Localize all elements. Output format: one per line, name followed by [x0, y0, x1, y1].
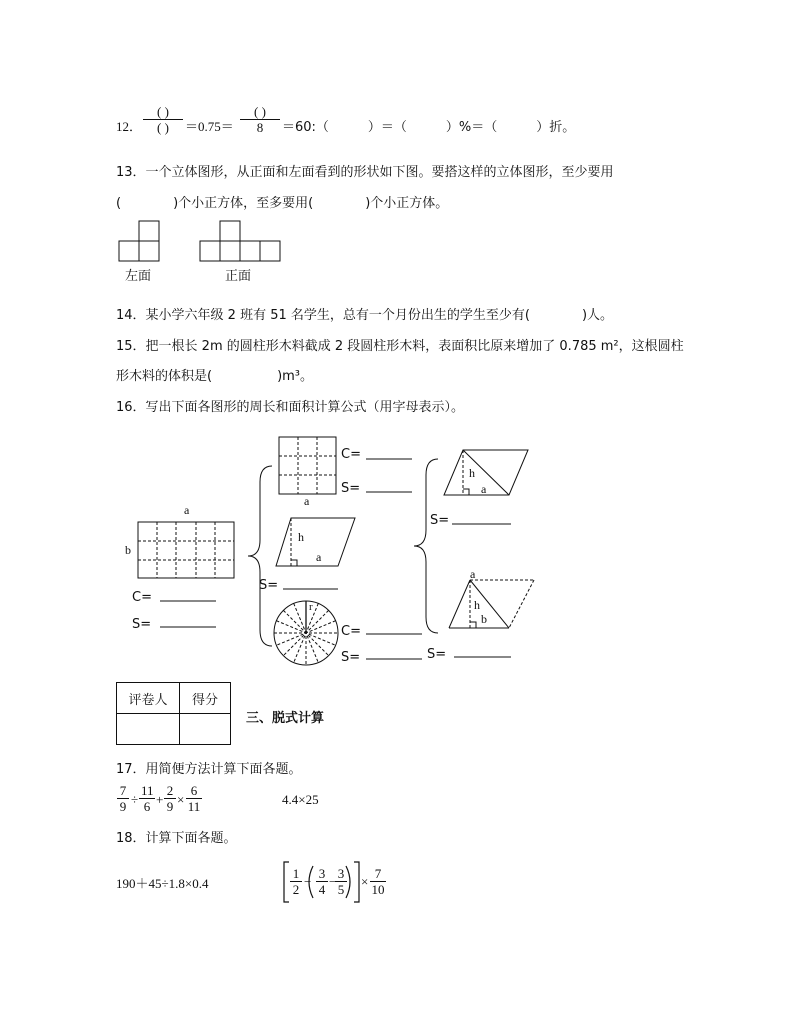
tri-label-h: h	[469, 466, 475, 480]
q18-op2: −	[329, 874, 337, 889]
score-table	[116, 682, 231, 745]
q18-f2-num: 3	[316, 866, 328, 882]
rect-c-eq: C=	[132, 590, 152, 605]
para-label-h: h	[298, 530, 304, 544]
q17-op2: +	[156, 792, 164, 807]
q12-number: 12．	[116, 119, 143, 134]
reviewer-header: 评卷人	[117, 683, 180, 714]
q12-frac2-den: 8	[256, 120, 264, 135]
q18-f4-num: 7	[370, 866, 386, 882]
circle-c-eq: C=	[341, 624, 361, 639]
q16-brace-left	[248, 466, 272, 646]
trap-label-a: a	[470, 567, 476, 581]
rect-label-a: a	[184, 503, 190, 517]
q14-text: 14．某小学六年级 2 班有 51 名学生，总有一个月份出生的学生至少有( )人。	[116, 308, 614, 323]
rect-s-eq: S=	[132, 617, 152, 632]
q13-line1: 13．一个立体图形，从正面和左面看到的形状如下图。要搭这样的立体图形，至少要用	[116, 165, 614, 180]
q12-frac1-den: ( )	[157, 120, 169, 135]
q17-f1-num: 7	[117, 783, 129, 799]
q15-line1: 15．把一根长 2m 的圆柱形木料截成 2 段圆柱形木料，表面积比原来增加了 0.785 m²，这根圆柱	[116, 339, 684, 354]
q17-f4-den: 11	[187, 799, 201, 814]
q18-f2-den: 4	[318, 882, 326, 897]
q18-f2	[316, 866, 328, 897]
trap-s-eq: S=	[427, 647, 447, 662]
q18-f1-den: 2	[292, 882, 300, 897]
q17-f1-den: 9	[119, 799, 127, 814]
q13-front-view	[200, 221, 280, 261]
q13-left-label: 左面	[125, 269, 152, 284]
q17-f4	[186, 783, 202, 814]
q13-front-label: 正面	[225, 269, 252, 284]
q12-frac1-num: ( )	[143, 104, 183, 120]
q12-eq1: ＝0.75＝	[185, 119, 234, 134]
trap-label-h: h	[474, 598, 480, 612]
square-label-a: a	[304, 494, 310, 508]
q15-line2: 形木料的体积是( )m³。	[116, 369, 314, 384]
q17-f2-den: 6	[143, 799, 151, 814]
q17-text: 17．用简便方法计算下面各题。	[116, 762, 302, 777]
q16-circle	[274, 601, 338, 665]
q17-f3-den: 9	[166, 799, 174, 814]
q18-expr1: 190＋45÷1.8×0.4	[116, 876, 209, 891]
rect-label-b: b	[125, 543, 131, 557]
square-s-eq: S=	[341, 481, 361, 496]
q18-op1: −	[304, 874, 312, 889]
score-header: 得分	[180, 683, 231, 714]
q18-f3	[335, 866, 347, 897]
q17-f2-num: 11	[141, 783, 154, 798]
q17-f4-num: 6	[186, 783, 202, 799]
q16-rectangle-grid	[138, 522, 234, 578]
para-label-a: a	[316, 550, 322, 564]
q18-f4-den: 10	[371, 882, 385, 897]
q17-expr2: 4.4×25	[282, 792, 319, 807]
tri-s-eq: S=	[430, 513, 450, 528]
circle-label-r: r	[309, 601, 313, 613]
q17-f2	[139, 783, 155, 814]
q12-frac2-num: ( )	[240, 104, 280, 120]
q17-f3	[164, 783, 176, 814]
tri-label-a: a	[481, 482, 487, 496]
para-s-eq: S=	[259, 578, 279, 593]
q18-f4	[370, 866, 386, 897]
q17-op1: ÷	[131, 792, 139, 807]
square-c-eq: C=	[341, 447, 361, 462]
q18-f3-den: 5	[337, 882, 345, 897]
reviewer-cell[interactable]	[117, 714, 180, 745]
q13-left-view	[119, 221, 159, 261]
q18-f3-num: 3	[335, 866, 347, 882]
q18-f1-num: 1	[290, 866, 302, 882]
q18-op3: ×	[361, 874, 369, 889]
q18-f1	[290, 866, 302, 897]
q17-op3: ×	[177, 792, 185, 807]
trap-label-b: b	[481, 612, 487, 626]
q17-f3-num: 2	[164, 783, 176, 799]
q16-text: 16．写出下面各图形的周长和面积计算公式（用字母表示）。	[116, 400, 465, 415]
q16-brace-right	[414, 459, 438, 633]
score-cell[interactable]	[180, 714, 231, 745]
q16-trapezoid-triangle	[449, 580, 534, 628]
circle-s-eq: S=	[341, 650, 361, 665]
q17-f1	[117, 783, 129, 814]
q13-line2: ( )个小正方体，至多要用( )个小正方体。	[116, 196, 449, 211]
q16-square-grid	[279, 437, 336, 494]
q12-rest: ＝60:（ ）＝（ ）%＝（ ）折。	[282, 120, 576, 135]
q18-text: 18．计算下面各题。	[116, 831, 237, 846]
section-title: 三、脱式计算	[246, 711, 325, 726]
